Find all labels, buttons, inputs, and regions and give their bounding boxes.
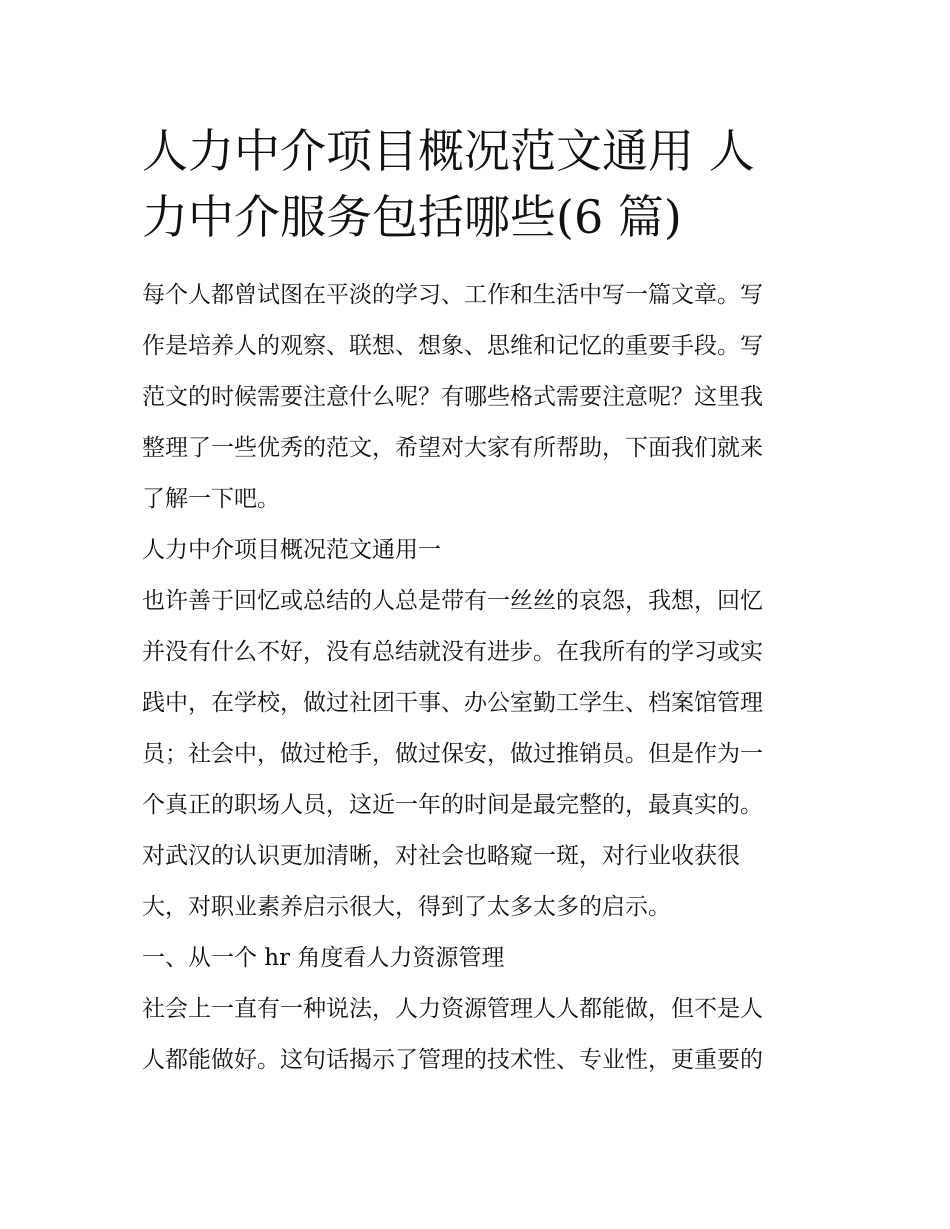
title-line: 人力中介项目概况范文通用 人 — [142, 124, 755, 178]
body-line: 大，对职业素养启示很大，得到了太多太多的启示。 — [142, 894, 671, 920]
body-line: 人都能做好。这句话揭示了管理的技术性、专业性，更重要的 — [142, 1047, 763, 1073]
title-line: 力中介服务包括哪些(6 篇) — [142, 190, 682, 244]
body-line: 社会上一直有一种说法，人力资源管理人人都能做，但不是人 — [142, 996, 763, 1022]
document-page — [142, 118, 812, 1086]
document-body — [142, 270, 812, 1086]
body-line: 对武汉的认识更加清晰，对社会也略窥一斑，对行业收获很 — [142, 843, 740, 869]
body-line: 践中，在学校，做过社团干事、办公室勤工学生、档案馆管理 — [142, 690, 763, 716]
section-heading: 人力中介项目概况范文通用一 — [142, 537, 441, 563]
body-line: 也许善于回忆或总结的人总是带有一丝丝的哀怨，我想，回忆 — [142, 588, 763, 614]
section-heading: 一、从一个 hr 角度看人力资源管理 — [142, 945, 505, 971]
document-title — [142, 118, 812, 250]
body-line: 作是培养人的观察、联想、想象、思维和记忆的重要手段。写 — [142, 333, 763, 359]
body-line: 整理了一些优秀的范文，希望对大家有所帮助，下面我们就来 — [142, 435, 763, 461]
body-line: 并没有什么不好，没有总结就没有进步。在我所有的学习或实 — [142, 639, 763, 665]
body-line: 每个人都曾试图在平淡的学习、工作和生活中写一篇文章。写 — [142, 282, 763, 308]
body-line: 范文的时候需要注意什么呢？有哪些格式需要注意呢？这里我 — [142, 384, 763, 410]
body-line: 了解一下吧。 — [142, 486, 280, 512]
body-line: 员；社会中，做过枪手，做过保安，做过推销员。但是作为一 — [142, 741, 763, 767]
body-line: 个真正的职场人员，这近一年的时间是最完整的，最真实的。 — [142, 792, 763, 818]
